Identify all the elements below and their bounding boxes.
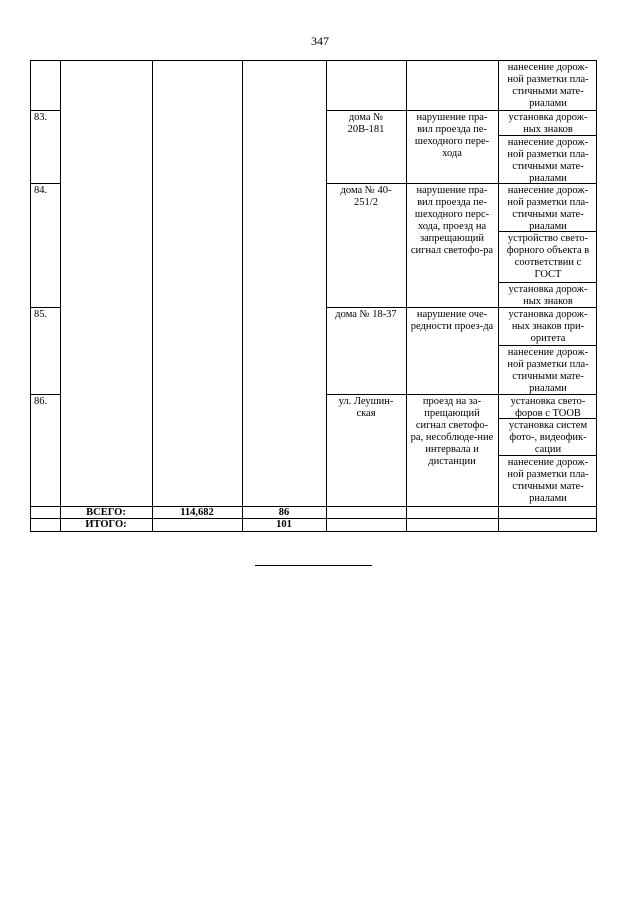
row-number: 86. (34, 396, 48, 407)
rule (30, 110, 60, 111)
address-cell: ул. Леушин-ская (338, 396, 394, 419)
violation-cell: проезд на за-прещающий сигнал светофо-ра, несоблюде-ние интервала и дистанции (410, 396, 494, 467)
measure-cell: устройство свето-форного объекта в соответствии с ГОСТ (506, 233, 590, 280)
row-number: 85. (34, 309, 48, 320)
violation-cell: нарушение оче-редности проез-да (410, 309, 494, 332)
measure-cell: нанесение дорож-ной разметки пла-стичными мате-риалами (507, 347, 589, 394)
rule (498, 282, 597, 283)
data-table (30, 60, 597, 532)
measure-cell: установка свето-форов с ТООВ (510, 396, 586, 419)
rule (30, 60, 597, 61)
measure-cell: нанесение дорож-ной разметки пла-стичными мате-риалами (507, 137, 589, 184)
grand-total-label: ИТОГО: (85, 519, 127, 530)
violation-cell: нарушение пра-вил проезда пе-шеходного пере-хода (414, 112, 490, 159)
row-number: 84. (34, 185, 48, 196)
rule (30, 183, 60, 184)
rule (326, 60, 327, 532)
rule (242, 60, 243, 532)
address-cell: дома № 40-251/2 (340, 185, 392, 208)
total-count: 86 (278, 507, 290, 518)
rule (498, 60, 499, 532)
violation-cell: нарушение пра-вил проезда пе-шеходного перс-хода, проезд на запрещающий сигнал светофо-ра (410, 185, 494, 256)
rule (152, 60, 153, 532)
rule (30, 60, 31, 532)
footer-rule (255, 565, 372, 566)
measure-cell: нанесение дорож-ной разметки пла-стичными мате-риалами (507, 457, 589, 504)
total-label: ВСЕГО: (86, 507, 126, 518)
measure-cell: установка дорож-ных знаков (508, 284, 588, 307)
rule (498, 345, 597, 346)
page-number: 347 (311, 34, 329, 48)
rule (30, 394, 60, 395)
grand-total-count: 101 (276, 519, 292, 530)
measure-cell: нанесение дорож-ной разметки пла-стичными мате-риалами (507, 62, 589, 109)
rule (30, 531, 597, 532)
row-number: 83. (34, 112, 48, 123)
rule (60, 60, 61, 532)
rule (406, 60, 407, 532)
rule (326, 110, 597, 111)
measure-cell: нанесение дорож-ной разметки пла-стичными мате-риалами (507, 185, 589, 232)
address-cell: дома № 20В-181 (347, 112, 385, 135)
measure-cell: установка систем фото-, видеофик-сации (508, 420, 588, 455)
rule (30, 307, 60, 308)
total-amount: 114,682 (180, 507, 214, 518)
measure-cell: установка дорож-ных знаков (508, 112, 588, 135)
rule (596, 60, 597, 532)
measure-cell: установка дорож-ных знаков при-оритета (508, 309, 588, 344)
address-cell: дома № 18-37 (335, 309, 397, 320)
